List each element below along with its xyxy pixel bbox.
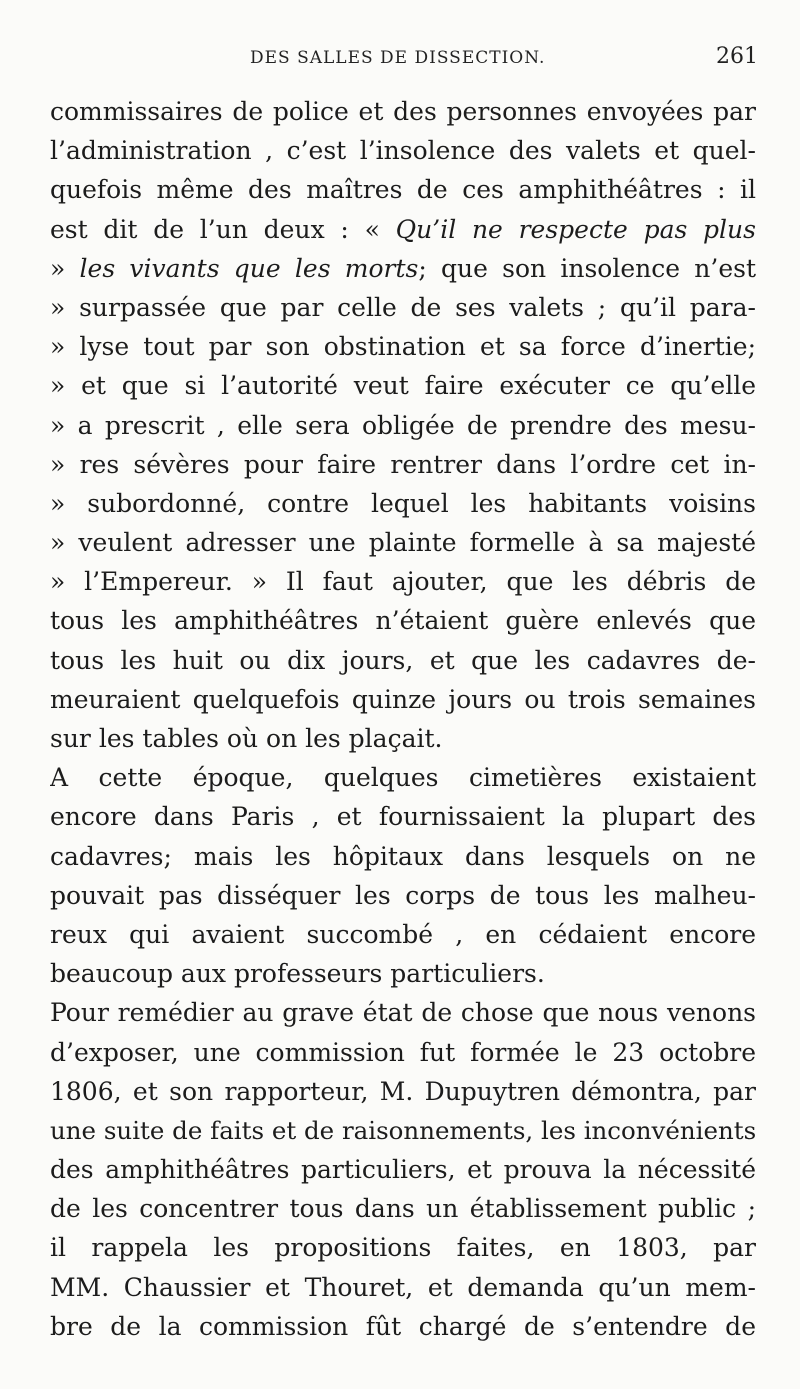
text-line: [50, 327, 756, 366]
text-segment: » et que si l’autorité veut faire exécuter ce qu’elle: [50, 371, 756, 401]
text-segment: quefois même des maîtres de ces amphithéâtres : il: [50, 175, 756, 205]
text-segment: meuraient quelquefois quinze jours ou trois semaines: [50, 684, 756, 714]
italic-text-segment: Qu’il ne respecte pas plus: [395, 214, 756, 244]
text-segment: » veulent adresser une plainte formelle à sa majesté: [50, 528, 756, 558]
text-line: [50, 92, 756, 131]
text-segment: 1806, et son rapporteur, M. Dupuytren démontra, par: [50, 1076, 756, 1106]
text-segment: » subordonné, contre lequel les habitants voisins: [50, 488, 756, 518]
text-segment: bre de la commission fût chargé de s’entendre de: [50, 1311, 756, 1341]
running-title: DES SALLES DE DISSECTION.: [250, 48, 546, 68]
text-line: [50, 406, 756, 445]
text-line: [50, 366, 756, 405]
text-segment: une suite de faits et de raisonnements, les inconvénients: [50, 1115, 756, 1145]
text-segment: l’administration , c’est l’insolence des valets et quel-: [50, 136, 756, 166]
text-segment: ; que son insolence n’est: [418, 253, 756, 283]
text-segment: d’exposer, une commission fut formée le 23 octobre: [50, 1037, 756, 1067]
text-line: [50, 1228, 756, 1267]
text-segment: » l’Empereur. » Il faut ajouter, que les débris de: [50, 567, 756, 597]
text-segment: de les concentrer tous dans un établissement public ;: [50, 1194, 756, 1224]
text-segment: il rappela les propositions faites, en 1803, par: [50, 1233, 756, 1263]
text-line: [50, 445, 756, 484]
page-header: [50, 44, 758, 78]
text-line: [50, 1111, 756, 1150]
text-segment: A cette époque, quelques cimetières existaient: [50, 763, 756, 793]
body-text: [50, 92, 756, 1346]
text-line: [50, 1268, 756, 1307]
text-line: [50, 523, 756, 562]
text-line: [50, 131, 756, 170]
text-line: [50, 837, 756, 876]
text-segment: » a prescrit , elle sera obligée de prendre des mesu-: [50, 410, 756, 440]
text-line: [50, 484, 756, 523]
text-segment: »: [50, 253, 80, 283]
text-line: [50, 249, 756, 288]
text-segment: tous les huit ou dix jours, et que les cadavres de-: [50, 645, 756, 675]
text-segment: sur les tables où on les plaçait.: [50, 724, 443, 753]
text-segment: cadavres; mais les hôpitaux dans lesquels on ne: [50, 841, 756, 871]
text-line: [50, 170, 756, 209]
text-segment: » res sévères pour faire rentrer dans l’ordre cet in-: [50, 449, 756, 479]
text-line: [50, 915, 756, 954]
text-line: [50, 641, 756, 680]
text-segment: Pour remédier au grave état de chose que nous venons: [50, 998, 756, 1028]
text-segment: MM. Chaussier et Thouret, et demanda qu’un mem-: [50, 1272, 756, 1302]
text-line: [50, 601, 756, 640]
text-line: [50, 1150, 756, 1189]
text-segment: » lyse tout par son obstination et sa force d’inertie;: [50, 332, 756, 362]
text-line: [50, 1072, 756, 1111]
text-segment: encore dans Paris , et fournissaient la plupart des: [50, 802, 756, 832]
text-segment: beaucoup aux professeurs particuliers.: [50, 959, 545, 989]
text-line: [50, 758, 756, 797]
page-number: 261: [716, 44, 758, 69]
text-segment: reux qui avaient succombé , en cédaient encore: [50, 919, 756, 949]
text-line: [50, 680, 756, 719]
text-line: [50, 288, 756, 327]
text-line: [50, 210, 756, 249]
text-line: [50, 1189, 756, 1228]
text-line: [50, 876, 756, 915]
text-segment: pouvait pas disséquer les corps de tous les malheu-: [50, 880, 756, 910]
text-line: [50, 562, 756, 601]
italic-text-segment: les vivants que les morts: [79, 253, 419, 283]
text-line: [50, 719, 756, 758]
text-segment: » surpassée que par celle de ses valets ; qu’il para-: [50, 292, 756, 322]
text-segment: commissaires de police et des personnes envoyées par: [50, 97, 756, 126]
text-segment: des amphithéâtres particuliers, et prouva la nécessité: [50, 1155, 756, 1185]
text-line: [50, 993, 756, 1032]
text-line: [50, 1033, 756, 1072]
text-line: [50, 1307, 756, 1346]
text-segment: est dit de l’un deux : «: [50, 214, 396, 244]
text-line: [50, 954, 756, 993]
text-line: [50, 797, 756, 836]
text-segment: tous les amphithéâtres n’étaient guère enlevés que: [50, 606, 756, 636]
